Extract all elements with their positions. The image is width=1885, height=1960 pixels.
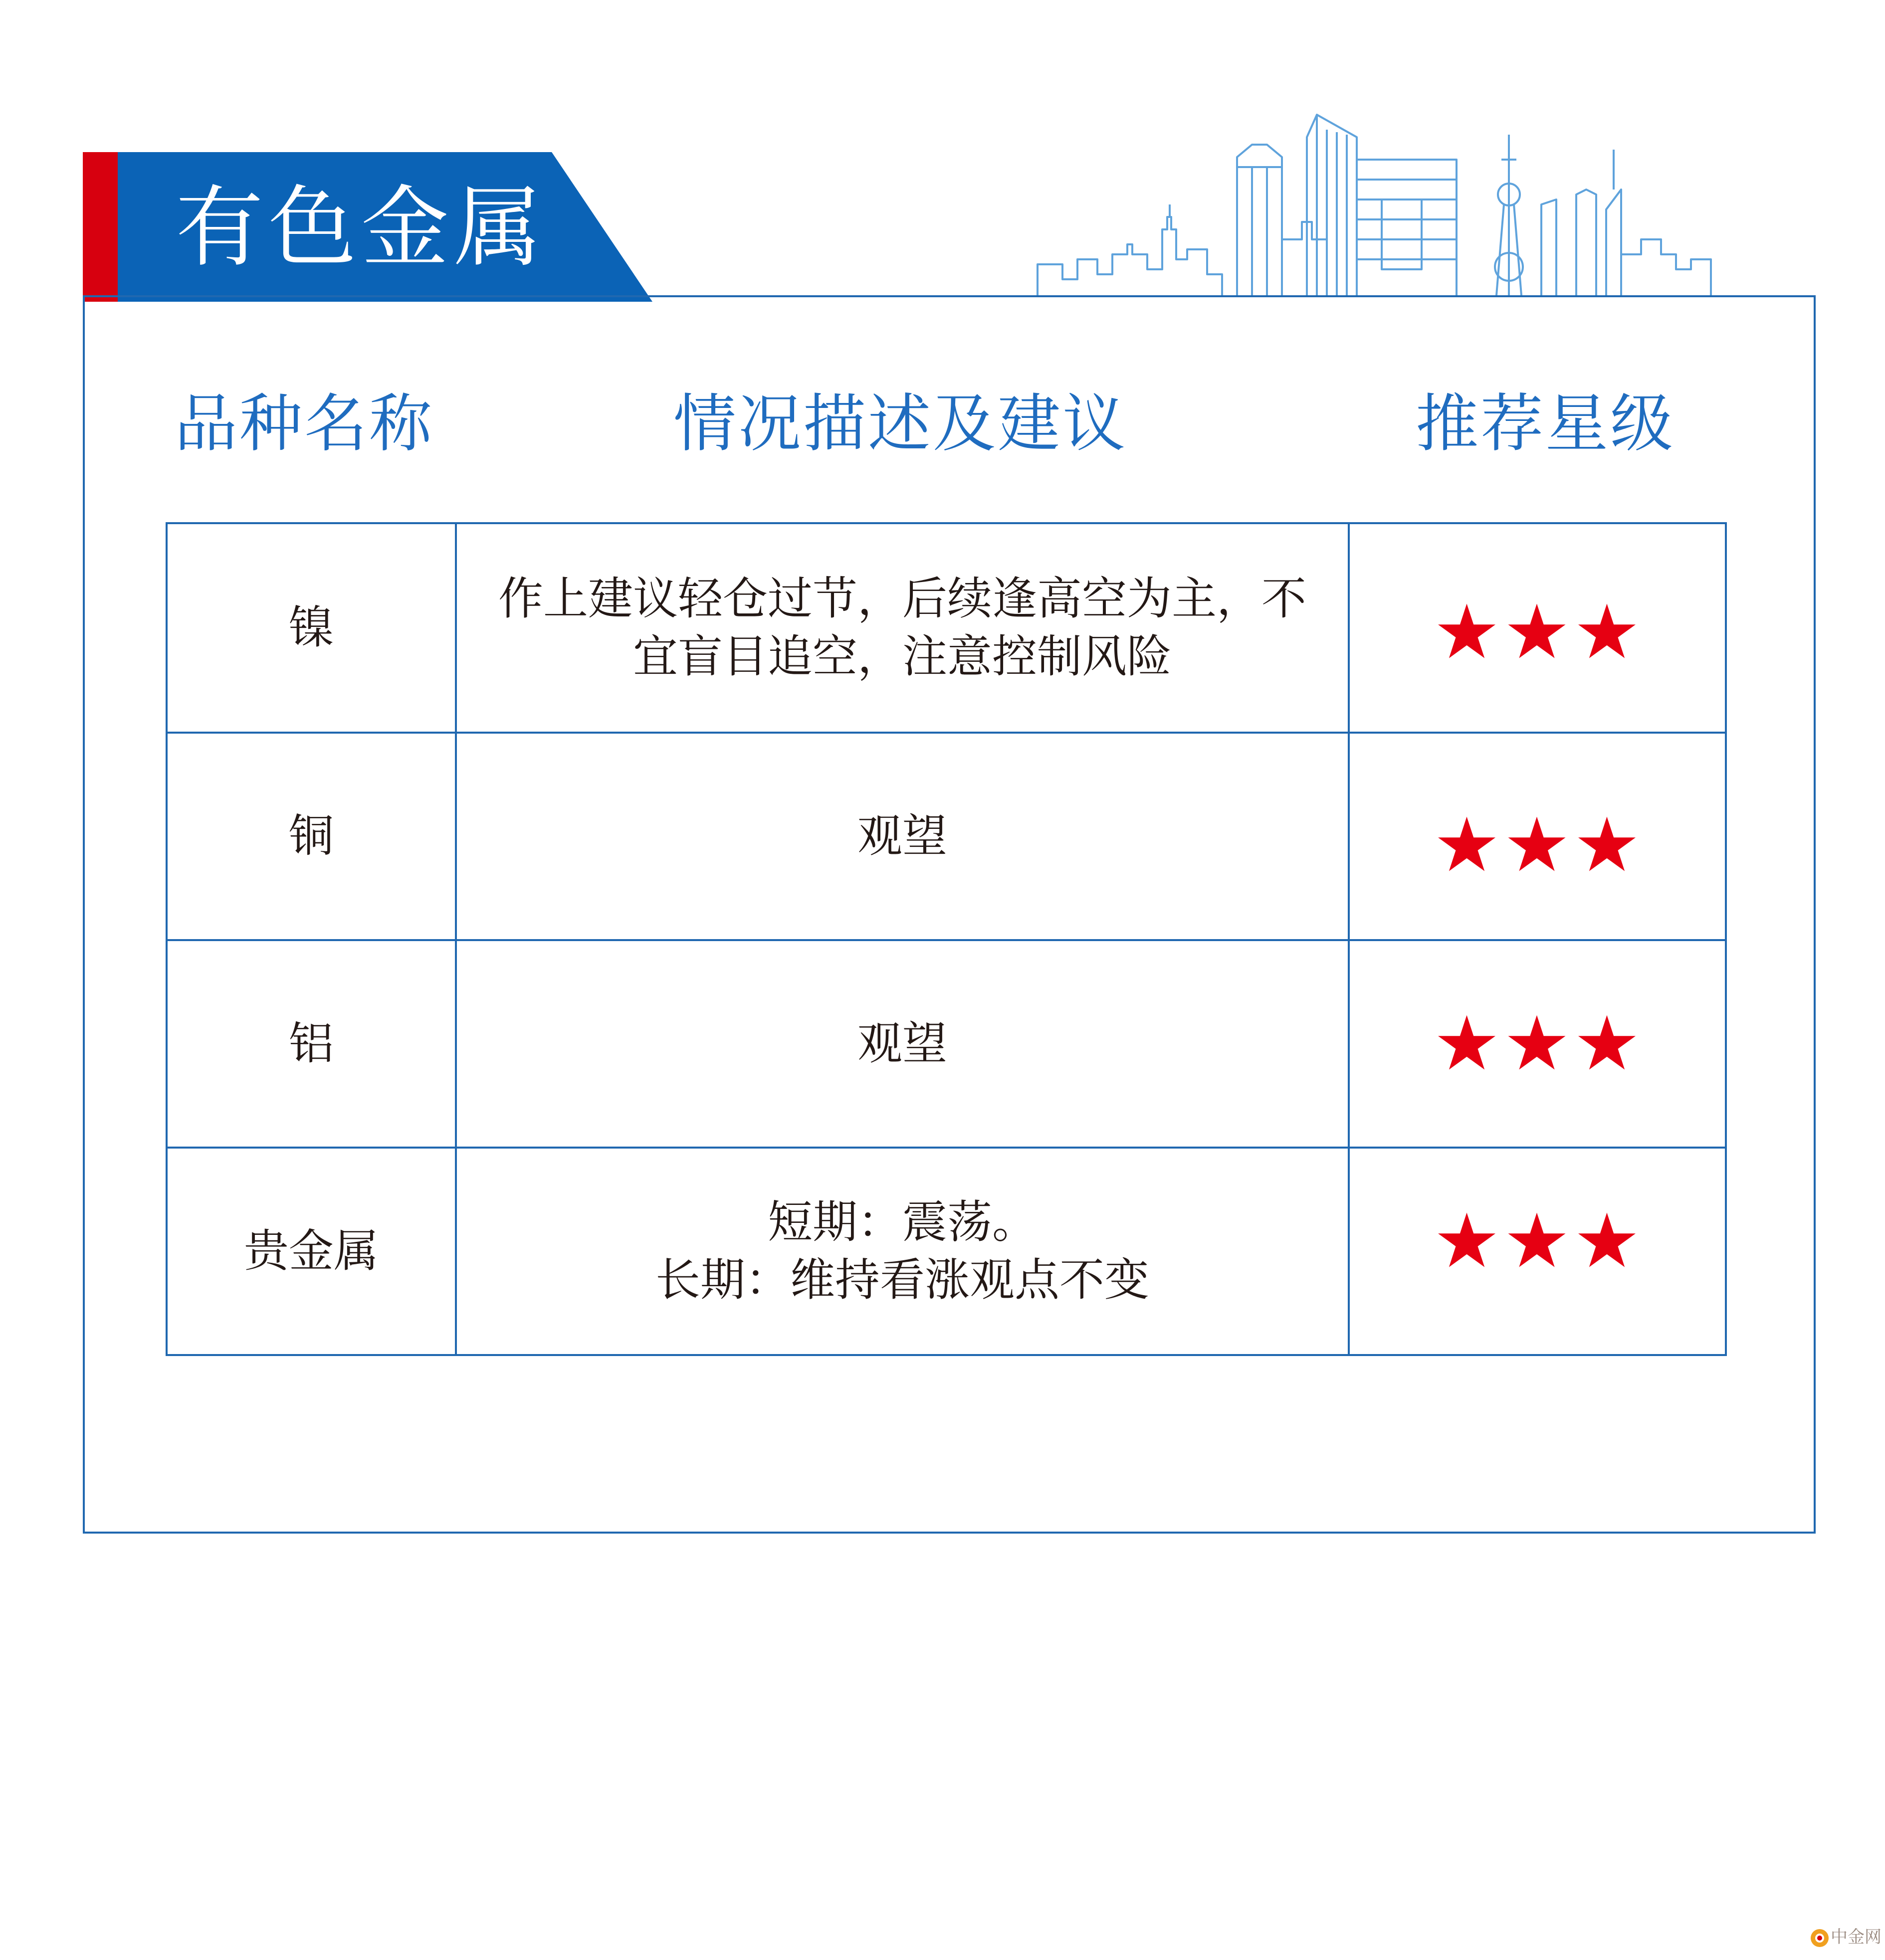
star-rating-icon: ★★★ <box>1433 1198 1644 1285</box>
table-row <box>168 524 1725 732</box>
header-rating: 推荐星级 <box>1416 387 1675 460</box>
header-name: 品种名称 <box>175 387 434 460</box>
product-name: 镍 <box>168 524 457 732</box>
product-description <box>457 1149 1350 1354</box>
product-name: 铜 <box>168 734 457 939</box>
description-text: 短期：震荡。 长期：维持看涨观点不变 <box>655 1196 1149 1306</box>
zhongjin-logo-icon <box>1810 1928 1830 1948</box>
watermark-logo <box>1810 1924 1885 1954</box>
product-name: 贵金属 <box>168 1149 457 1354</box>
table-row <box>168 939 1725 1147</box>
rating-cell <box>1350 941 1727 1147</box>
star-rating-icon: ★★★ <box>1433 1000 1644 1087</box>
watermark-text: 中金网 <box>1831 1927 1882 1947</box>
section-title: 有色金属 <box>176 177 547 279</box>
description-text: 观望 <box>857 810 947 862</box>
table-row <box>168 732 1725 939</box>
table-row <box>168 1147 1725 1354</box>
recommendation-table <box>166 522 1727 1356</box>
product-description <box>457 941 1350 1147</box>
star-rating-icon: ★★★ <box>1433 589 1644 676</box>
section-banner <box>83 152 652 302</box>
description-text: 观望 <box>857 1017 947 1070</box>
rating-cell <box>1350 734 1727 939</box>
description-text: 作上建议轻仓过节，后续逢高空为主，不 宜盲目追空，注意控制风险 <box>498 573 1306 683</box>
rating-cell <box>1350 524 1727 732</box>
star-rating-icon: ★★★ <box>1433 802 1644 889</box>
product-description <box>457 524 1350 732</box>
product-name: 铝 <box>168 941 457 1147</box>
city-skyline-icon <box>1033 110 1781 299</box>
rating-cell <box>1350 1149 1727 1354</box>
header-description: 情况描述及建议 <box>673 387 1127 460</box>
product-description <box>457 734 1350 939</box>
